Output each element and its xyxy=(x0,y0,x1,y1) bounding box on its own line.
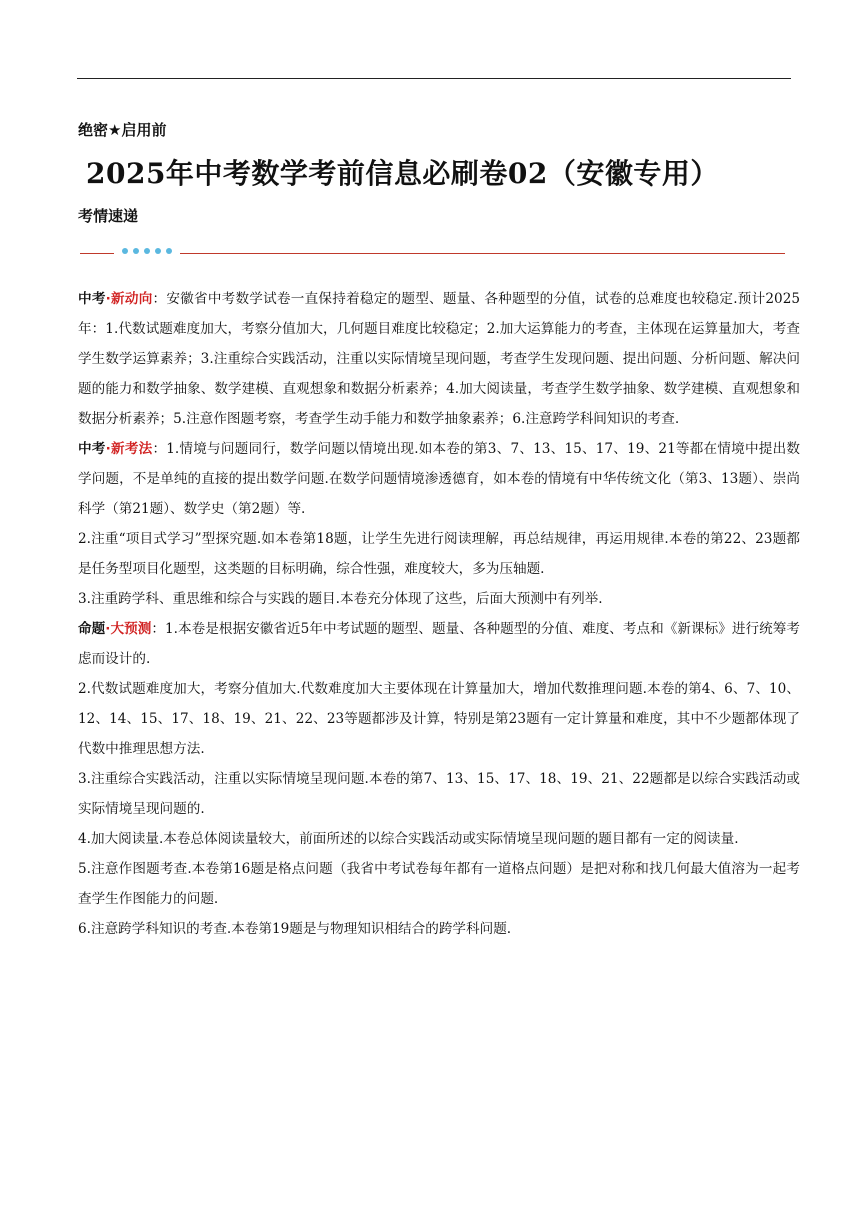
method-paragraph: 中考·新考法：1.情境与问题同行，数学问题以情境出现.如本卷的第3、7、13、15、17、19、21等都在情境中提出数学问题，不是单纯的直接的提出数学问题.在数学问题情境渗透德育，如本卷的情境有中华传统文化（第3、13题）、崇尚科学（第21题）、数学史（第2题）等. xyxy=(78,441,800,517)
method-label: 中考·新考法 xyxy=(78,441,153,457)
divider-line-left xyxy=(80,253,114,254)
page-title: 2025年中考数学考前信息必刷卷02（安徽专用） xyxy=(86,157,719,190)
method-point-2: 2.注重“项目式学习”型探究题.如本卷第18题，让学生先进行阅读理解，再总结规律，再运用规律.本卷的第22、23题都是任务型项目化题型，这类题的目标明确，综合性强，难度较大，多为压轴题. xyxy=(78,531,800,577)
method-point-3: 3.注重跨学科、重思维和综合与实践的题目.本卷充分体现了这些，后面大预测中有列举. xyxy=(78,591,603,607)
section-heading: 考情速递 xyxy=(78,207,139,225)
dot-icon xyxy=(144,248,150,254)
trend-label: 中考·新动向 xyxy=(78,291,153,307)
forecast-point-2: 2.代数试题难度加大，考察分值加大.代数难度加大主要体现在计算量加大，增加代数推理问题.本卷的第4、6、7、10、12、14、15、17、18、19、21、22、23等题都涉及计算，特别是第23题有一定计算量和难度，其中不少题都体现了代数中推理思想方法. xyxy=(78,681,800,757)
trend-paragraph: 中考·新动向：安徽省中考数学试卷一直保持着稳定的题型、题量、各种题型的分值，试卷的总难度也较稳定.预计2025年：1.代数试题难度加大，考察分值加大，几何题目难度比较稳定；2.加大运算能力的考查，主体现在运算量加大，考查学生数学运算素养；3.注重综合实践活动，注重以实际情境呈现问题，考查学生发现问题、提出问题、分析问题、解决问题的能力和数学抽象、数学建模、直观想象和数据分析素养；4.加大阅读量，考查学生数学抽象、数学建模、直观想象和数据分析素养；5.注意作图题考察，考查学生动手能力和数学抽象素养；6.注意跨学科间知识的考查. xyxy=(78,291,800,427)
forecast-point-5: 5.注意作图题考查.本卷第16题是格点问题（我省中考试卷每年都有一道格点问题）是把对称和找几何最大值溶为一起考查学生作图能力的问题. xyxy=(78,861,800,907)
forecast-point-6: 6.注意跨学科知识的考查.本卷第19题是与物理知识相结合的跨学科问题. xyxy=(78,921,512,937)
dot-icon xyxy=(166,248,172,254)
divider-dots xyxy=(122,248,172,254)
decorative-divider xyxy=(80,247,785,259)
confidential-label: 绝密★启用前 xyxy=(78,121,167,139)
dot-icon xyxy=(155,248,161,254)
forecast-point-3: 3.注重综合实践活动，注重以实际情境呈现问题.本卷的第7、13、15、17、18、19、21、22题都是以综合实践活动或实际情境呈现问题的. xyxy=(78,771,800,817)
document-body xyxy=(78,284,800,944)
dot-icon xyxy=(122,248,128,254)
dot-icon xyxy=(133,248,139,254)
forecast-paragraph: 命题·大预测：1.本卷是根据安徽省近5年中考试题的题型、题量、各种题型的分值、难度、考点和《新课标》进行统筹考虑而设计的. xyxy=(78,621,800,667)
forecast-point-4: 4.加大阅读量.本卷总体阅读量较大，前面所述的以综合实践活动或实际情境呈现问题的题目都有一定的阅读量. xyxy=(78,831,739,847)
forecast-label: 命题·大预测 xyxy=(78,621,152,637)
top-rule xyxy=(77,78,791,79)
divider-line-right xyxy=(180,253,785,254)
